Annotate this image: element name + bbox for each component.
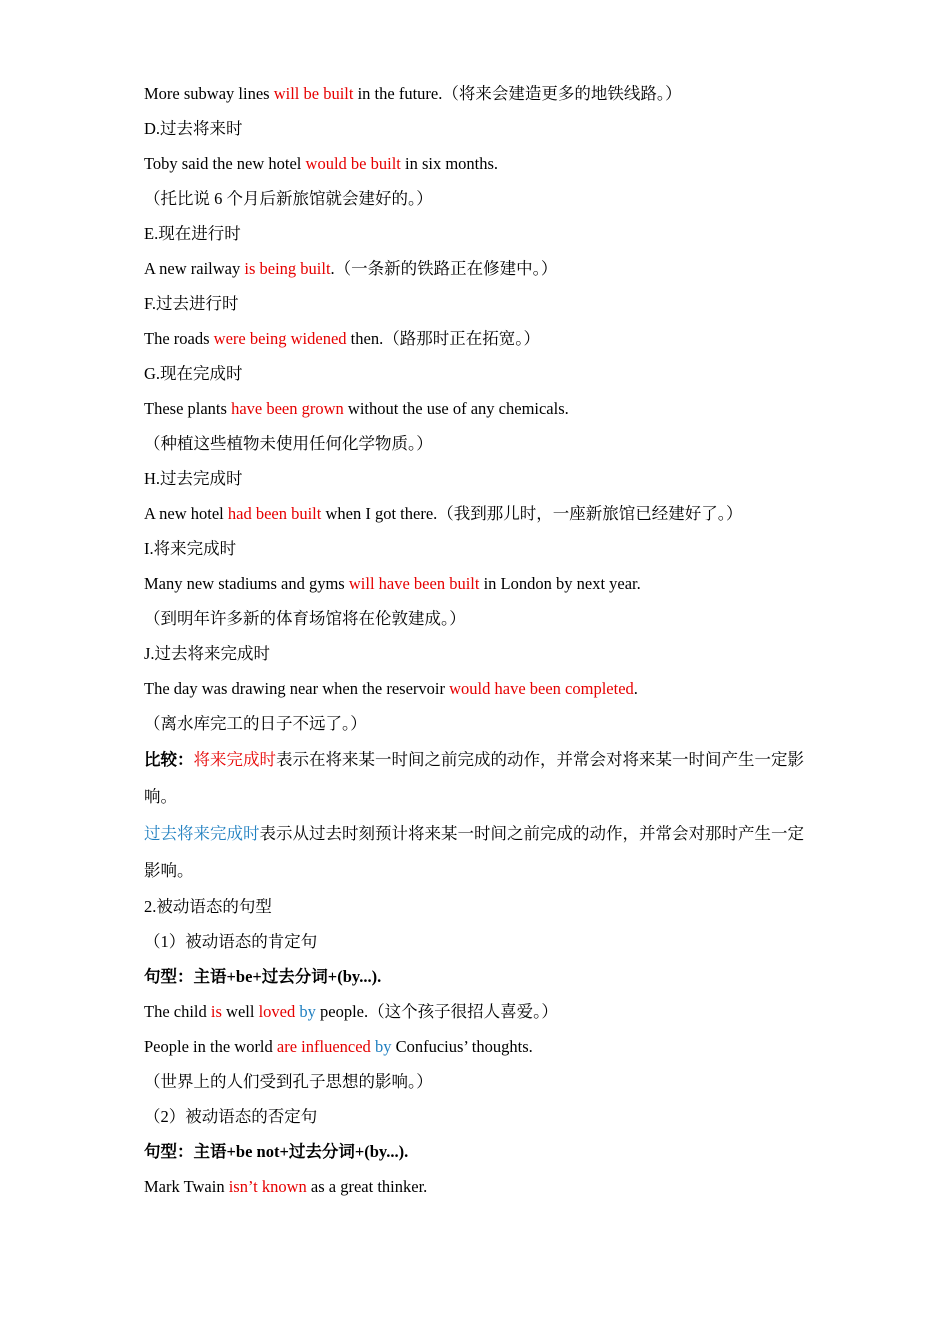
heading-future-perfect: I.将来完成时 xyxy=(144,539,237,558)
comparison-label: 比较： xyxy=(144,750,194,769)
heading-present-perfect: G.现在完成时 xyxy=(144,364,243,383)
example-negative: Mark Twain isn’t known as a great thinker. xyxy=(144,1177,428,1196)
heading-past-perfect: H.过去完成时 xyxy=(144,469,243,488)
subheading-negative: （2）被动语态的否定句 xyxy=(144,1107,318,1126)
highlighted-verb: loved xyxy=(258,1002,296,1021)
example-past-future-perfect-passive: The day was drawing near when the reservoir would have been completed. xyxy=(144,679,638,698)
highlighted-by: by xyxy=(374,1037,392,1056)
subheading-affirmative: （1）被动语态的肯定句 xyxy=(144,932,318,951)
example-past-future-passive: Toby said the new hotel would be built in six months. xyxy=(144,154,499,173)
translation: （离水库完工的日子不远了。） xyxy=(144,714,367,733)
translation: （种植这些植物未使用任何化学物质。） xyxy=(144,434,433,453)
document-page xyxy=(144,76,804,1204)
highlighted-term: 将来完成时 xyxy=(193,750,276,769)
example-present-perfect-passive: These plants have been grown without the use of any chemicals. xyxy=(144,399,569,418)
highlighted-verb: will be built xyxy=(273,84,354,103)
example-past-perfect-passive: A new hotel had been built when I got there.（我到那儿时，一座新旅馆已经建好了。） xyxy=(144,504,743,523)
section-heading-passive-patterns: 2.被动语态的句型 xyxy=(144,897,272,916)
highlighted-by: by xyxy=(299,1002,316,1021)
highlighted-verb: have been grown xyxy=(231,399,344,418)
heading-past-future: D.过去将来时 xyxy=(144,119,243,138)
translation: （托比说 6 个月后新旅馆就会建好的。） xyxy=(144,189,433,208)
highlighted-verb: is being built xyxy=(244,259,331,278)
highlighted-verb: would have been completed xyxy=(449,679,634,698)
highlighted-verb: will have been built xyxy=(348,574,480,593)
heading-present-continuous: E.现在进行时 xyxy=(144,224,241,243)
pattern-negative: 句型：主语+be not+过去分词+(by...). xyxy=(144,1142,409,1161)
highlighted-verb: would be built xyxy=(305,154,401,173)
highlighted-verb: are influenced xyxy=(276,1037,371,1056)
heading-past-continuous: F.过去进行时 xyxy=(144,294,239,313)
highlighted-verb: had been built xyxy=(227,504,322,523)
comparison-note-past-future-perfect: 过去将来完成时表示从过去时刻预计将来某一时间之前完成的动作，并常会对那时产生一定影响。 xyxy=(144,824,804,880)
example-future-perfect-passive: Many new stadiums and gyms will have been built in London by next year. xyxy=(144,574,641,593)
highlighted-verb: were being widened xyxy=(213,329,347,348)
pattern-affirmative: 句型：主语+be+过去分词+(by...). xyxy=(144,967,382,986)
comparison-note-future-perfect: 比较：将来完成时表示在将来某一时间之前完成的动作，并常会对将来某一时间产生一定影响。 xyxy=(144,750,804,806)
translation: （世界上的人们受到孔子思想的影响。） xyxy=(144,1072,433,1091)
example-affirmative-2: People in the world are influenced by Confucius’ thoughts. xyxy=(144,1037,533,1056)
heading-past-future-perfect: J.过去将来完成时 xyxy=(144,644,271,663)
example-affirmative-1: The child is well loved by people.（这个孩子很招人喜爱。） xyxy=(144,1002,558,1021)
example-present-continuous-passive: A new railway is being built.（一条新的铁路正在修建中。） xyxy=(144,259,558,278)
highlighted-verb: isn’t known xyxy=(228,1177,307,1196)
example-past-continuous-passive: The roads were being widened then.（路那时正在拓宽。） xyxy=(144,329,540,348)
highlighted-verb: is xyxy=(210,1002,222,1021)
example-future-passive: More subway lines will be built in the future.（将来会建造更多的地铁线路。） xyxy=(144,84,682,103)
highlighted-term: 过去将来完成时 xyxy=(144,824,260,843)
translation: （到明年许多新的体育场馆将在伦敦建成。） xyxy=(144,609,466,628)
